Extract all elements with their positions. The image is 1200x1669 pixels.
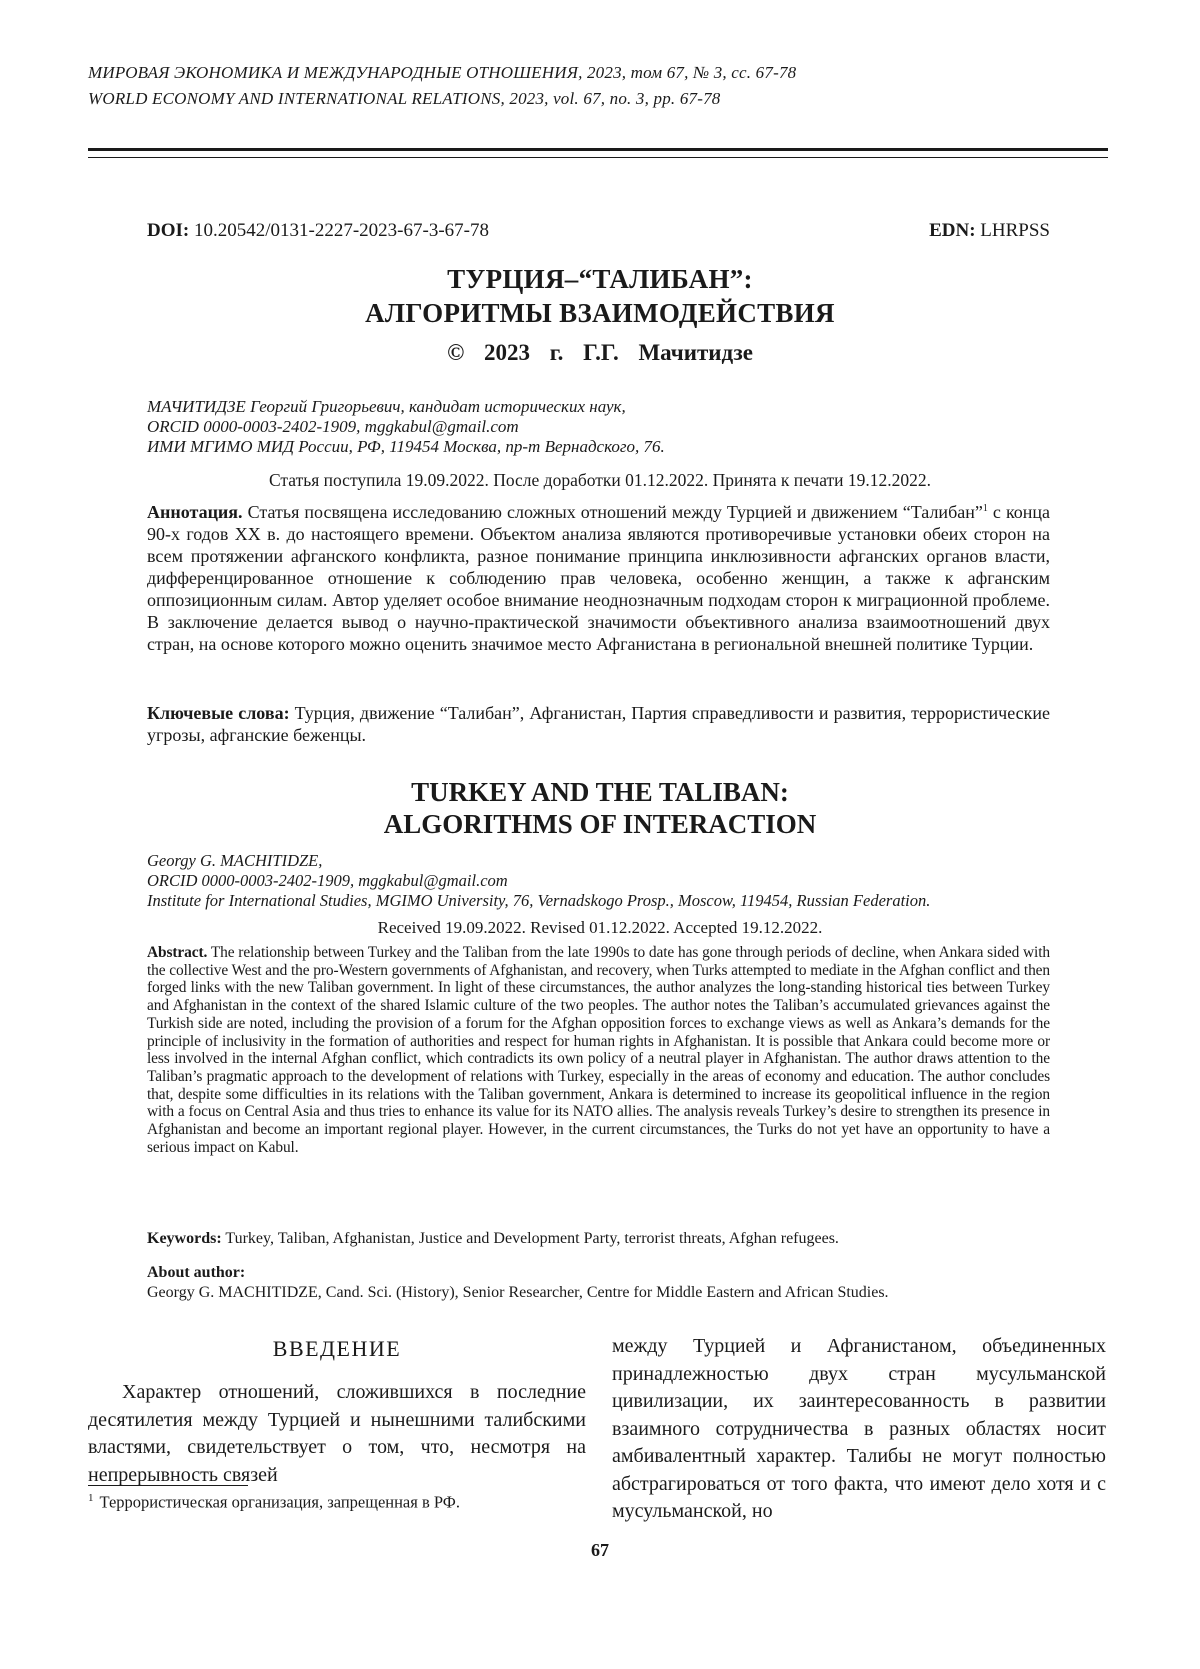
footnote-marker: 1 [88,1492,94,1504]
article-page [0,0,1200,1669]
article-title-ru [100,262,1100,330]
author-ru-affiliation: ИМИ МГИМО МИД России, РФ, 119454 Москва, пр-т Вернадского, 76. [147,437,665,457]
journal-title-ru: МИРОВАЯ ЭКОНОМИКА И МЕЖДУНАРОДНЫЕ ОТНОШЕНИЯ, 2023, том 67, № 3, сс. 67-78 [88,60,796,86]
identifiers-row [147,220,1050,242]
author-ru-orcid: ORCID 0000-0003-2402-1909, mggkabul@gmail.com [147,417,665,437]
abstract-ru-text2: с конца 90-х годов XX в. до настоящего времени. Объектом анализа являются противоречивые установки обеих сторон на всем протяжении афганского конфликта, разное понимание принципа инклюзивности афганских органов власти, дифференцированное отношение к соблюдению прав человека, особенно женщин, а также к афганским оппозиционным силам. Автор уделяет особое внимание неоднозначным подходам сторон к миграционной проблеме. В заключение делается вывод о научно-практической значимости объективного анализа взаимоотношений двух стран, на основе которого можно оценить значимое место Афганистана в региональной внешней политике Турции. [147,502,1050,654]
copyright-year: © 2023 г. [447,340,563,365]
author-en-name: Georgy G. MACHITIDZE, [147,851,930,871]
about-author-heading: About author: [147,1264,245,1282]
body-column-left [88,1333,586,1489]
keywords-ru [147,702,1050,746]
abstract-en-text: The relationship between Turkey and the Taliban from the late 1990s to date has gone through periods of decline, when Ankara sided with the collective West and the pro-Western governments of Afghanistan, and recovery, when Turks attempted to mediate in the Afghan conflict and then forged links with the new Taliban government. In light of these circumstances, the author analyzes the long-standing historical ties between Turkey and Afghanistan in the context of the shared Islamic culture of the two peoples. The author notes the Taliban’s accumulated grievances against the Turkish side are noted, including the provision of a forum for the Afghan opposition forces to exchange views as well as Ankara’s demands for the principle of inclusivity in the formation of authorities and respect for human rights in Afghanistan. It is possible that Ankara could become more or less involved in the internal Afghan conflict, which contradicts its own policy of a neutral player in Afghanistan. The author draws attention to the Taliban’s pragmatic approach to the development of relations with Turkey, especially in the areas of economy and education. The author concludes that, despite some difficulties in its relations with the Taliban government, Ankara is determined to increase its geopolitical influence in the region with a focus on Central Asia and thus tries to enhance its value for its NATO allies. The analysis reveals Turkey’s desire to strengthen its presence in Afghanistan and become an important regional player. However, in the current circumstances, the Turks do not yet have an opportunity to have a serious impact on Kabul. [147,944,1050,1156]
doi-value[interactable]: 10.20542/0131-2227-2023-67-3-67-78 [194,220,489,241]
byline [100,340,1100,366]
doi: DOI: 10.20542/0131-2227-2023-67-3-67-78 [147,220,489,242]
title-en-line2: ALGORITHMS OF INTERACTION [100,808,1100,840]
keywords-ru-text: Турция, движение “Талибан”, Афганистан, Партия справедливости и развития, террористические угрозы, афганские беженцы. [147,703,1050,745]
journal-title-en: WORLD ECONOMY AND INTERNATIONAL RELATIONS, 2023, vol. 67, no. 3, pp. 67-78 [88,86,796,112]
title-en-line1: TURKEY AND THE TALIBAN: [100,776,1100,808]
section-heading: ВВЕДЕНИЕ [88,1333,586,1365]
author-en-affiliation: Institute for International Studies, MGIMO University, 76, Vernadskogo Prosp., Moscow, 119454, Russian Federation. [147,891,930,911]
title-ru-line2: АЛГОРИТМЫ ВЗАИМОДЕЙСТВИЯ [100,296,1100,330]
body-column-right [612,1333,1106,1526]
abstract-ru [147,498,1050,655]
about-author-text: Georgy G. MACHITIDZE, Cand. Sci. (History), Senior Researcher, Centre for Middle Eastern and African Studies. [147,1284,889,1302]
footnote [88,1492,586,1513]
keywords-en [147,1229,1050,1249]
footnote-rule [88,1485,248,1486]
author-ru-name: МАЧИТИДЗЕ Георгий Григорьевич, кандидат исторических наук, [147,397,665,417]
article-title-en [100,776,1100,840]
footnote-text: Террористическая организация, запрещенная в РФ. [100,1493,460,1512]
abstract-en-label: Abstract. [147,944,207,961]
author-info-en [147,851,930,911]
abstract-ru-text1: Статья посвящена исследованию сложных отношений между Турцией и движением “Талибан” [248,502,983,522]
page-number: 67 [0,1540,1200,1561]
author-en-orcid: ORCID 0000-0003-2402-1909, mggkabul@gmail.com [147,871,930,891]
keywords-ru-label: Ключевые слова: [147,703,290,723]
keywords-en-label: Keywords: [147,1230,222,1247]
header-rule-thick [88,148,1108,151]
header-rule-thin [88,157,1108,158]
edn-value: LHRPSS [980,220,1050,241]
journal-header [88,60,796,112]
author-short-name: Г.Г. Мачитидзе [583,340,753,365]
abstract-en [147,944,1050,1156]
author-info-ru [147,397,665,457]
body-paragraph-right: между Турцией и Афганистаном, объединенных принадлежностью двух стран мусульманской цивилизации, их заинтересованность в развитии взаимного сотрудничества в разных областях носит амбивалентный характер. Талибы не могут полностью абстрагироваться от того факта, что имеют дело хотя и с мусульманской, но [612,1333,1106,1526]
keywords-en-text: Turkey, Taliban, Afghanistan, Justice and Development Party, terrorist threats, Afghan refugees. [225,1230,839,1247]
dates-ru: Статья поступила 19.09.2022. После доработки 01.12.2022. Принята к печати 19.12.2022. [100,470,1100,491]
body-paragraph-left: Характер отношений, сложившихся в последние десятилетия между Турцией и нынешними талибскими властями, свидетельствует о том, что, несмотря на непрерывность связей [88,1379,586,1489]
dates-en: Received 19.09.2022. Revised 01.12.2022. Accepted 19.12.2022. [100,918,1100,938]
abstract-ru-label: Аннотация. [147,502,243,522]
title-ru-line1: ТУРЦИЯ–“ТАЛИБАН”: [100,262,1100,296]
edn: EDN: LHRPSS [929,220,1050,242]
footnote-ref[interactable]: 1 [983,503,988,514]
